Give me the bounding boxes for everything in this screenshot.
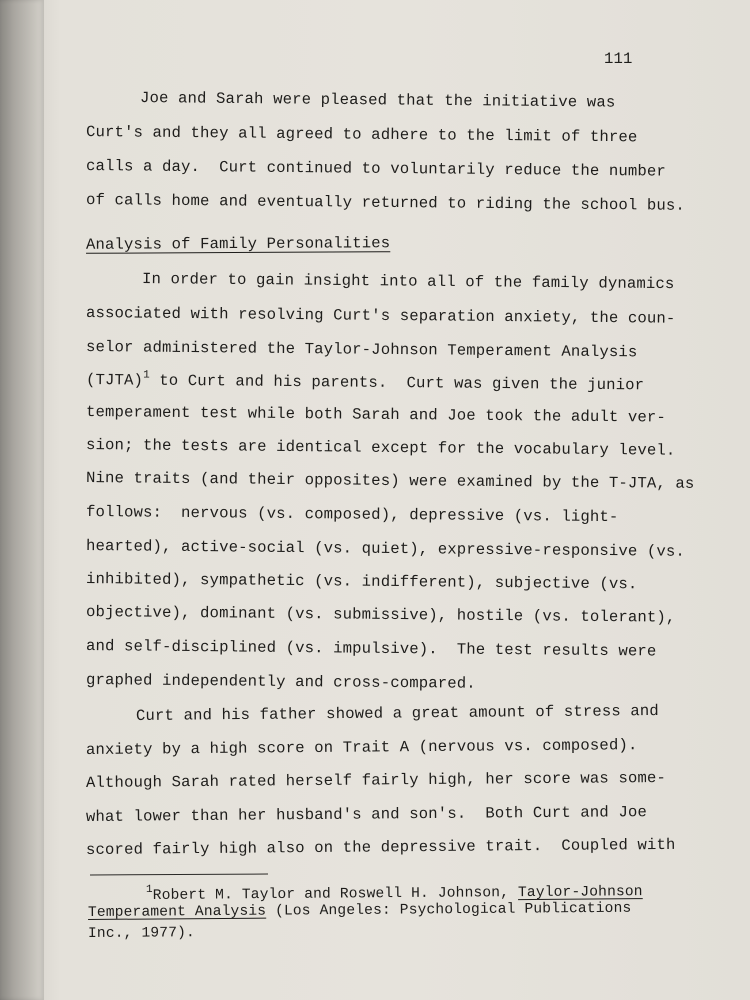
footnote-publisher: (Los Angeles: Psychological Publications xyxy=(266,900,632,920)
paragraph-2-line-3: selor administered the Taylor-Johnson Temperament Analysis xyxy=(85,338,638,362)
footnote-line-3: Inc., 1977). xyxy=(87,925,195,942)
paragraph-2-line-10: inhibited), sympathetic (vs. indifferent), subjective (vs. xyxy=(85,570,638,594)
paragraph-2-line-4 xyxy=(86,369,644,394)
paragraph-3-line-4: what lower than her husband's and son's. Both Curt and Joe xyxy=(85,803,648,826)
page-number: 111 xyxy=(604,50,633,68)
footnote-ref-marker: 1 xyxy=(143,369,150,382)
paragraph-2-line-12: and self-disciplined (vs. impulsive). The test results were xyxy=(85,637,657,661)
footnote-line-2 xyxy=(88,901,631,921)
paragraph-2-line-8: follows: nervous (vs. composed), depressive (vs. light- xyxy=(85,503,619,527)
paragraph-2-line-11: objective), dominant (vs. submissive), hostile (vs. tolerant), xyxy=(85,603,676,627)
footnote-title-part-2: Temperament Analysis xyxy=(87,903,267,921)
paragraph-3-line-1: Curt and his father showed a great amount of stress and xyxy=(135,701,659,725)
paragraph-2-line-1: In order to gain insight into all of the family dynamics xyxy=(141,270,675,294)
paragraph-1-line-3: calls a day. Curt continued to voluntarily reduce the number xyxy=(85,157,667,181)
footnote-marker: 1 xyxy=(145,883,153,896)
paragraph-1-line-2: Curt's and they all agreed to adhere to the limit of three xyxy=(85,123,638,147)
tjta-abbrev: (TJTA) xyxy=(85,371,144,390)
paragraph-2-line-13: graphed independently and cross-compared. xyxy=(85,671,476,693)
paragraph-2-line-9: hearted), active-social (vs. quiet), expressive-responsive (vs. xyxy=(85,537,686,561)
book-spine-shadow xyxy=(0,0,44,1000)
paragraph-3-line-2: anxiety by a high score on Trait A (nervous vs. composed). xyxy=(85,736,638,759)
paragraph-1-line-4: of calls home and eventually returned to riding the school bus. xyxy=(85,191,686,215)
footnote-separator xyxy=(90,874,268,876)
paragraph-2-line-7: Nine traits (and their opposites) were examined by the T-JTA, as xyxy=(85,469,695,493)
paragraph-2-line-5: temperament test while both Sarah and Joe took the adult ver- xyxy=(85,403,667,427)
footnote-authors: Robert M. Taylor and Roswell H. Johnson, xyxy=(152,885,519,904)
paragraph-3-line-3: Although Sarah rated herself fairly high, her score was some- xyxy=(85,768,667,792)
paragraph-2-line-4-rest: to Curt and his parents. Curt was given the junior xyxy=(149,371,645,395)
paragraph-1-line-1: Joe and Sarah were pleased that the initiative was xyxy=(139,89,616,112)
paragraph-3-line-5: scored fairly high also on the depressive trait. Coupled with xyxy=(85,835,676,859)
paragraph-2-line-2: associated with resolving Curt's separation anxiety, the coun- xyxy=(85,304,676,328)
footnote-title-part-1: Taylor-Johnson xyxy=(517,884,643,902)
section-heading: Analysis of Family Personalities xyxy=(85,234,391,254)
paragraph-2-line-6: sion; the tests are identical except for the vocabulary level. xyxy=(85,436,676,460)
